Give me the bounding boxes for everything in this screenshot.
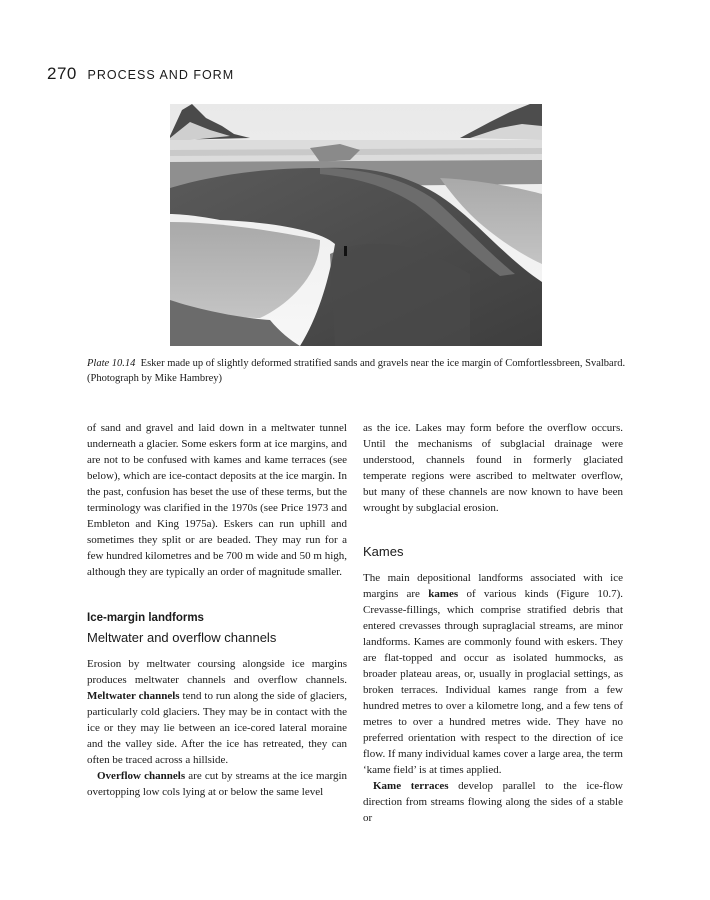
page-number: 270 [47,64,77,83]
left-paragraph-3: Overflow channels are cut by streams at the ice margin overtopping low cols lying at or below the same level [87,770,348,798]
term-meltwater-channels: Meltwater channels [87,690,180,702]
right-paragraph-3: Kame terraces develop parallel to the ice-flow direction from streams flowing along the sides of a stable or [363,780,623,824]
esker-photo-illustration [170,104,542,346]
left-paragraph-2: Erosion by meltwater coursing alongside ice margins produces meltwater channels and overflow channels. Meltwater channels tend to run along the side of glaciers, particularly cold glaciers. They may be in contact with the ice or they may lie between an ice-cored lateral moraine and the valley side. After the ice has retreated, they can often be traced across a hillside. [87,658,347,766]
left-column [87,420,347,800]
right-paragraph-1: as the ice. Lakes may form before the overflow occurs. Until the mechanisms of subglacial drainage were understood, channels found in formerly glaciated temperate regions were ascribed to meltwater overflow, but many of these channels are now known to have been wrought by subglacial erosion. [363,422,623,514]
subsection-heading-kames: Kames [363,544,404,559]
running-head [47,64,234,84]
term-kame-terraces: Kame terraces [373,780,449,792]
right-paragraph-2: The main depositional landforms associated with ice margins are kames of various kinds (Figure 10.7). Crevasse-fillings, which comprise stratified debris that entered crevasses through supraglacial streams, are minor landforms. Kames are commonly found with eskers. They are flat-topped and occur as isolated hummocks, as broader plateau areas, or, usually in proglacial settings, as broken terraces. Individual kames range from a few hundred metres to over a kilometre long, and a few tens of metres to over a hundred metres wide. They have no preferred orientation with respect to the direction of ice flow. If many individual kames cover a large area, the term ‘kame field’ is at times applied. [363,572,624,776]
right-column [363,420,623,826]
running-title: PROCESS AND FORM [87,68,235,82]
term-kames: kames [428,588,459,600]
term-overflow-channels: Overflow channels [97,770,186,782]
plate-caption [87,356,632,386]
left-paragraph-1: of sand and gravel and laid down in a meltwater tunnel underneath a glacier. Some eskers form at ice margins, and are not to be confused with kames and kame terraces (see below), which are ice-contact deposits at the ice margin. In the past, confusion has beset the use of these terms, but the terminology was clarified in the 1970s (see Price 1973 and Embleton and King 1975a). Eskers can run uphill and sometimes they split or are beaded. They may run for a few hundred kilometres and be 700 m wide and 50 m high, although they are typically an order of magnitude smaller. [87,422,347,578]
subsection-heading-meltwater: Meltwater and overflow channels [87,630,277,645]
plate-credit: (Photograph by Mike Hambrey) [87,373,223,384]
section-heading-ice-margin: Ice-margin landforms [87,612,204,624]
plate-caption-text: Esker made up of slightly deformed stratified sands and gravels near the ice margin of Comfortlessbreen, Svalbard. [140,358,626,369]
plate-photograph [170,104,542,346]
plate-label: Plate 10.14 [87,358,136,369]
